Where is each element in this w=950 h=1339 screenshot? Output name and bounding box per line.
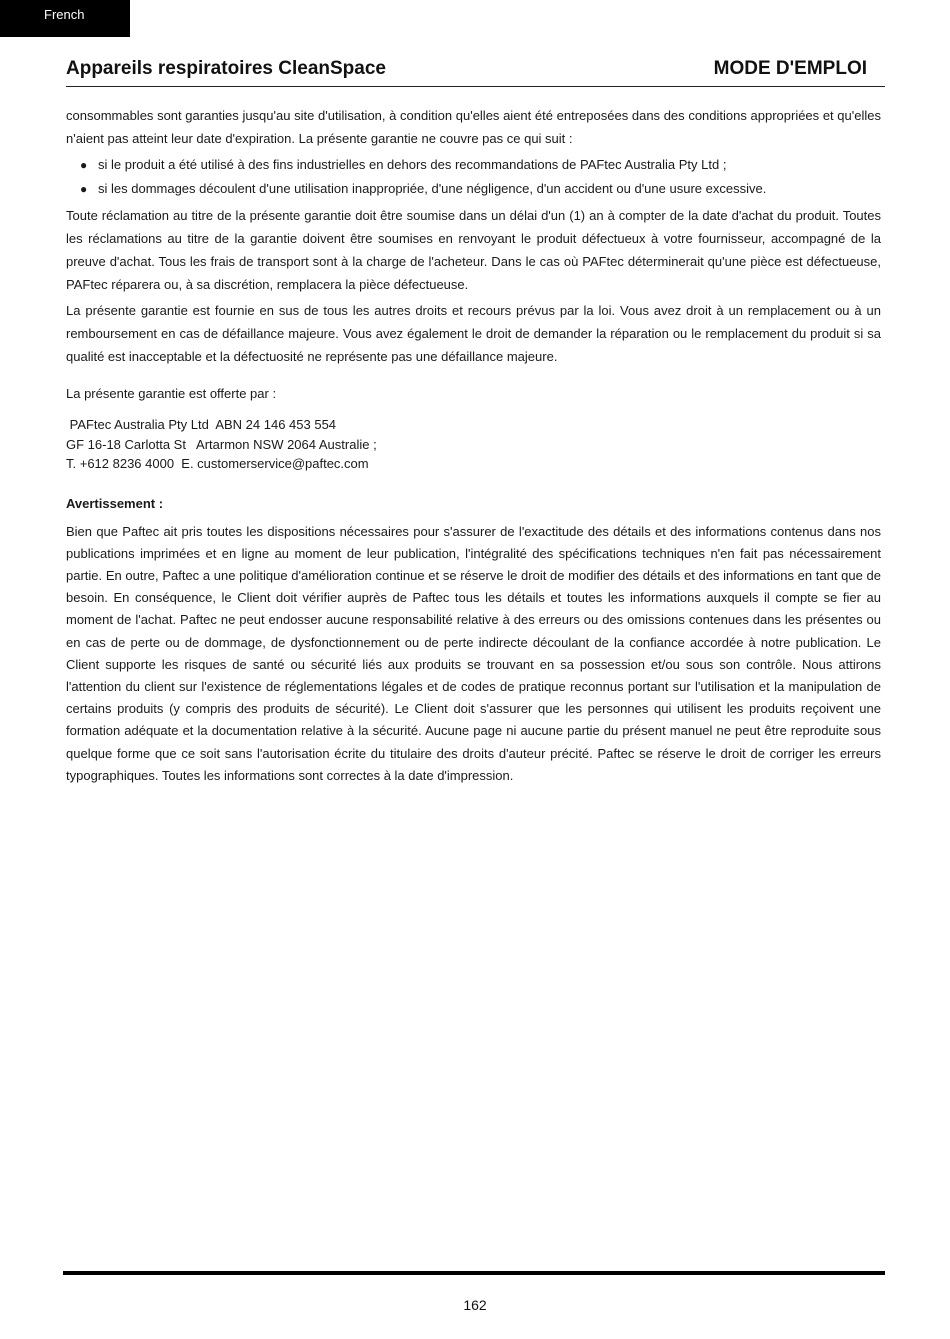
- warning-paragraph: Bien que Paftec ait pris toutes les dispositions nécessaires pour s'assurer de l'exactitude des détails et des informations contenus dans nos publications imprimées et en ligne au moment de leur publication, l'intégralité des spécifications techniques n'en fait pas nécessairement partie. En outre, Paftec a une politique d'amélioration continue et se réserve le droit de modifier des détails et des informations en tant que de besoin. En conséquence, le Client doit vérifier auprès de Paftec tous les détails et toutes les informations auxquels il compte se fier au moment de l'achat. Paftec ne peut endosser aucune responsabilité relative à des erreurs ou des omissions contenues dans les présentes ou en cas de perte ou de dommage, de dysfonctionnement ou de perte indirecte découlant de la confiance accordée à notre publication. Le Client supporte les risques de santé ou sécurité liés aux produits se trouvant en sa possession et/ou sous son contrôle. Nous attirons l'attention du client sur l'existence de réglementations légales et de codes de pratique reconnus portant sur l'utilisation et la manipulation de certains produits (y compris des produits de sécurité). Le Client doit s'assurer que les personnes qui utilisent les produits reçoivent une formation adéquate et la documentation relative à la sécurité. Aucune page ni aucune partie du présent manuel ne peut être reproduite sous quelque forme que ce soit sans l'autorisation écrite du titulaire des droits d'auteur précité. Paftec se réserve le droit de corriger les erreurs typographiques. Toutes les informations sont correctes à la date d'impression.: [66, 523, 881, 783]
- footer-divider: [63, 1271, 885, 1275]
- bullet-icon: ●: [80, 182, 88, 196]
- intro-paragraph: consommables sont garanties jusqu'au site d'utilisation, à condition qu'elles aient été entreposées dans des conditions appropriées et qu'elles n'aient pas atteint leur date d'expiration. La présente garantie ne couvre pas ce qui suit :: [66, 108, 881, 146]
- document-title: Appareils respiratoires CleanSpace: [66, 58, 386, 79]
- list-item: [66, 177, 881, 201]
- address-line: PAFtec Australia Pty Ltd ABN 24 146 453 554: [66, 417, 337, 432]
- document-mode: MODE D'EMPLOI: [713, 58, 867, 79]
- language-label: French: [44, 7, 85, 22]
- exclusions-list: [66, 153, 881, 201]
- rights-paragraph: La présente garantie est fournie en sus de tous les autres droits et recours prévus par la loi. Vous avez droit à un remplacement ou à un remboursement en cas de défaillance majeure. Vous avez également le droit de demander la réparation ou le remplacement du produit si sa qualité est inacceptable et la défectuosité ne représente pas une défaillance majeure.: [66, 303, 881, 364]
- bullet-icon: ●: [80, 158, 88, 172]
- claims-paragraph: Toute réclamation au titre de la présente garantie doit être soumise dans un délai d'un (1) an à compter de la date d'achat du produit. Toutes les réclamations au titre de la garantie doivent être soumises en renvoyant le produit défectueux à votre fournisseur, accompagné de la preuve d'achat. Tous les frais de transport sont à la charge de l'acheteur. Dans le cas où PAFtec déterminerait qu'une pièce est défectueuse, PAFtec réparera ou, à sa discrétion, remplacera la pièce défectueuse.: [66, 208, 881, 292]
- page-header: [66, 57, 885, 87]
- company-address: [66, 415, 881, 474]
- page-content: [66, 104, 881, 787]
- language-tab: [0, 0, 130, 37]
- list-item-text: si le produit a été utilisé à des fins industrielles en dehors des recommandations de PAFtec Australia Pty Ltd ;: [98, 157, 727, 172]
- offered-by-label: La présente garantie est offerte par :: [66, 386, 277, 401]
- list-item: [66, 153, 881, 177]
- page-number: 162: [463, 1297, 487, 1313]
- list-item-text: si les dommages découlent d'une utilisation inappropriée, d'une négligence, d'un accident ou d'une usure excessive.: [98, 181, 767, 196]
- address-line: GF 16-18 Carlotta St Artarmon NSW 2064 Australie ;: [66, 436, 377, 452]
- warning-heading: Avertissement :: [66, 495, 164, 511]
- address-line: T. +612 8236 4000 E. customerservice@paftec.com: [66, 456, 369, 471]
